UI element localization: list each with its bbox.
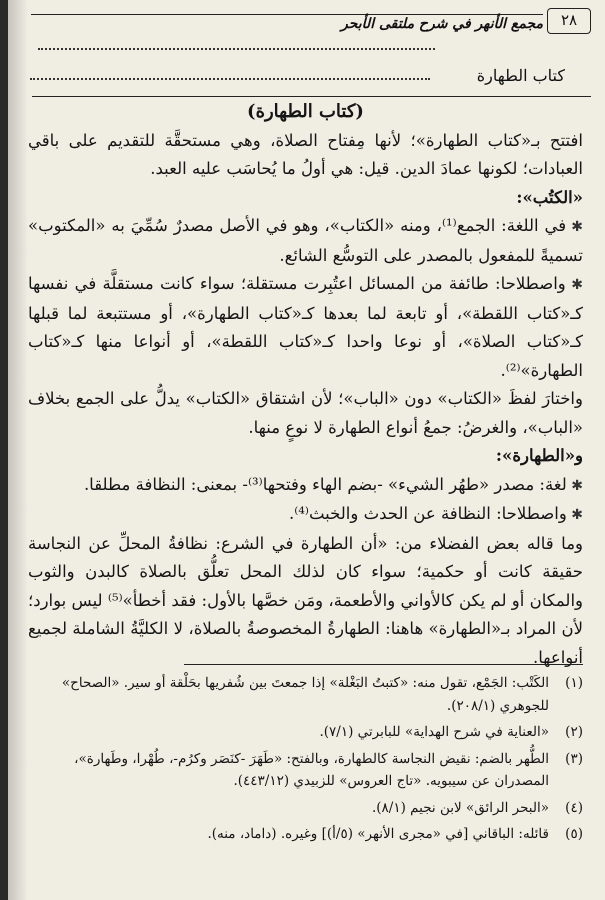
footnote-number: (٣) — [565, 750, 583, 767]
paragraph-text: واصطلاحا: النظافة عن الحدث والخبث⁽⁴⁾. — [288, 504, 567, 523]
footnote — [26, 823, 583, 846]
header-top-rule — [31, 14, 543, 15]
book-page — [8, 0, 605, 900]
paragraph: وما قاله بعض الفضلاء من: «أن الطهارة في الشرع: نظافةُ المحلِّ عن النجاسة حقيقة كانت أو حكمية؛ سواء كان لذلك المحل تعلُّق بالصلاة كالبدن والثوب والمكان أو لم يكن كالأواني والأطعمة، ومَن خصَّها بالأول: فقد أخطأ»⁽⁵⁾ ليس بوارد؛ لأن المراد بـ«الطهارة» هاهنا: الطهارةُ المخصوصةُ بالصلاة، لا الكليَّةُ الشاملة لجميع أنواعها. — [28, 533, 583, 667]
paragraph — [28, 500, 583, 530]
section-label: كتاب الطهارة — [476, 66, 565, 85]
footnote-number: (٢) — [565, 724, 583, 740]
footnote — [26, 672, 583, 717]
asterisk-icon: ✱ — [566, 477, 583, 494]
footnote-number: (٤) — [565, 799, 583, 816]
paragraph — [28, 270, 583, 385]
footnote — [26, 721, 583, 744]
footnote-text: «البحر الرائق» لابن نجيم (٨/١). — [371, 799, 549, 816]
paragraph — [28, 212, 583, 270]
paragraph: واختارَ لفظَ «الكتاب» دون «الباب»؛ لأن اشتقاق «الكتاب» يدلُّ على الجمع بخلاف «الباب»، والغرضُ: جمعُ أنواع الطهارة لا نوعٍ منها. — [28, 389, 583, 437]
main-text — [28, 98, 583, 672]
footnote-text: «العناية في شرح الهداية» للبابرتي (٧/١). — [319, 724, 549, 740]
paragraph-text: في اللغة: الجمع⁽¹⁾، ومنه «الكتاب»، وهو في الأصل مصدرٌ سُمِّيَ به «المكتوب» تسميةً للمفعول بالمصدر على التوسُّع الشائع. — [28, 216, 583, 265]
asterisk-icon: ✱ — [565, 277, 583, 293]
footnote-number: (١) — [565, 675, 583, 691]
footnote-rule — [184, 664, 583, 665]
footnote-number: (٥) — [565, 826, 583, 842]
footnote — [26, 797, 583, 820]
footnote-text: الطُّهر بالضم: نقيض النجاسة كالطهارة، وبالفتح: «طَهَرَ -كنَصَر وكرُم-، طُهْرا، وطَهارة»، المصدران عن سيبويه. «تاج العروس» للزبيدي (٤٤٣/١٢). — [74, 750, 549, 789]
term-heading: و«الطهارة»: — [495, 446, 583, 465]
footnote-text: قائله: الباقاني [في «مجرى الأنهر» (٥/أ)] وغيره. (داماد، منه). — [207, 826, 549, 842]
paragraph — [28, 471, 583, 501]
footnotes — [26, 672, 583, 846]
asterisk-icon: ✱ — [566, 507, 583, 523]
footnote-text: الكَتْب: الجَمْع، تقول منه: «كتبتُ البَغْلة» إذا جمعتَ بين شُفريها بحَلْقة أو سير. «الصحاح» للجوهري (٢٠٨/١). — [61, 675, 549, 714]
header-rule — [32, 96, 591, 97]
term-heading: «الكتُب»: — [516, 187, 583, 207]
header-dotted-rule — [38, 48, 435, 50]
section-dotted-rule — [30, 78, 430, 80]
chapter-title: (كتاب الطهارة) — [247, 101, 364, 122]
paragraph-text: واصطلاحا: طائفة من المسائل اعتُبِرت مستقلة؛ سواء كانت مستقلَّة في نفسها كـ«كتاب اللقطة»، أو تابعة لما بعدها كـ«كتاب الطهارة»، أو مستتبعة لما قبلها كـ«كتاب الصلاة»، أو نوعا واحدا كـ«كتاب اللقطة»، أو أنواعا منها كـ«كتاب الطهارة»⁽²⁾. — [28, 274, 583, 380]
paragraph: افتتح بـ«كتاب الطهارة»؛ لأنها مِفتاح الصلاة، وهي مستحقَّة للتقديم على باقي العبادات؛ لكونها عمادَ الدين. قيل: هي أولُ ما يُحاسَب عليه العبد. — [28, 130, 583, 178]
book-title: مجمع الأنهر في شرح ملتقى الأبحر — [341, 16, 543, 32]
page-number: ٢٨ — [547, 8, 591, 34]
paragraph-text: لغة: مصدر «طهُر الشيء» -بضم الهاء وفتحها⁽³⁾- بمعنى: النظافة مطلقا. — [83, 474, 567, 494]
asterisk-icon: ✱ — [566, 219, 583, 235]
footnote — [26, 748, 583, 793]
